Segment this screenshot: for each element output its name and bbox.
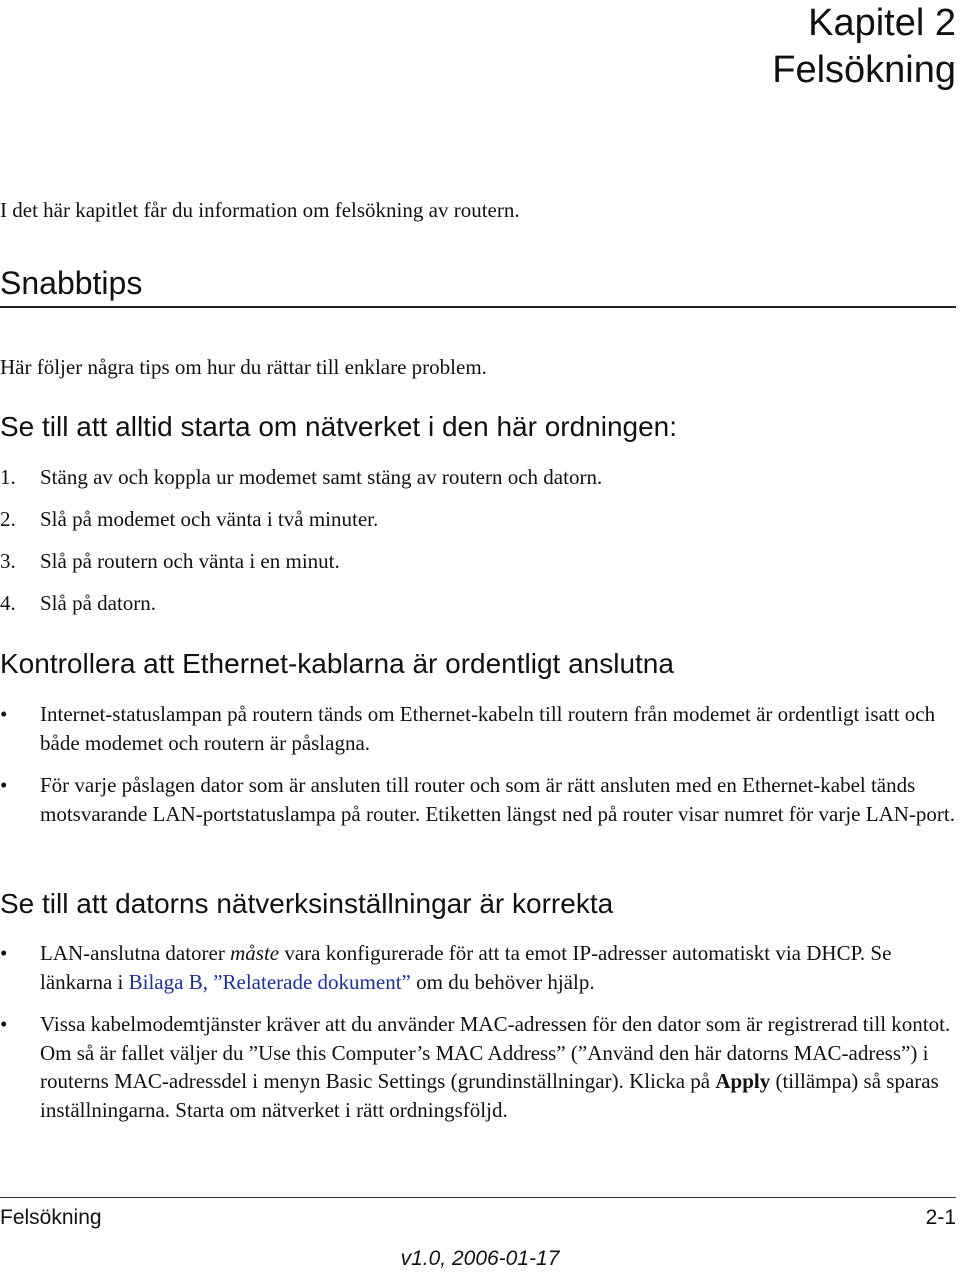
footer-section-name: Felsökning — [0, 1206, 102, 1229]
appendix-link[interactable]: Bilaga B, ”Relaterade dokument” — [128, 969, 411, 994]
step-number: 1. — [0, 465, 16, 489]
step-text: Stäng av och koppla ur modemet samt stäng av routern och datorn. — [40, 465, 603, 489]
section-heading-snabbtips: Snabbtips — [0, 265, 143, 301]
text-segment: Vissa kabelmodemtjänster kräver att du använder MAC-adressen för den dator som är registrerad till kontot. Om så är fallet väljer du ”Use this Computer’s MAC Address” (”Använd den här datorns MAC-adress”) i routerns MAC-adressdel i menyn Basic Settings (grundinställningar). Klicka på — [40, 1012, 951, 1093]
step-number: 4. — [0, 591, 16, 615]
bullet-icon: • — [0, 702, 8, 726]
bullet-icon: • — [0, 773, 8, 797]
text-segment: (tillämpa) så sparas inställningarna. Starta om nätverket i rätt ordningsföljd. — [40, 1069, 939, 1122]
section-divider — [0, 306, 956, 308]
text-segment: om du behöver hjälp. — [410, 969, 595, 994]
text-segment: LAN-anslutna datorer — [40, 941, 231, 965]
bullet-icon: • — [0, 1012, 8, 1036]
footer-divider — [0, 1197, 956, 1198]
ethernet-heading: Kontrollera att Ethernet-kablarna är ordentligt anslutna — [0, 648, 674, 679]
bullet-icon: • — [0, 941, 8, 965]
footer-page-number: 2-1 — [925, 1206, 956, 1229]
step-text: Slå på routern och vänta i en minut. — [40, 549, 340, 573]
bold-text: Apply — [715, 1069, 771, 1093]
bullet-text: För varje påslagen dator som är ansluten till router och som är rätt ansluten med en Ethernet-kabel tänds motsvarande LAN-portstatuslampa på router. Etiketten längst ned på router visar numret för varje LAN-port. — [40, 773, 955, 826]
text-segment: vara konfigurerade för att ta emot IP-adresser automatiskt via DHCP. Se länkarna i — [40, 941, 892, 994]
chapter-number: Kapitel 2 — [808, 2, 956, 44]
restart-order-heading: Se till att alltid starta om nätverket i den här ordningen: — [0, 411, 678, 442]
bullet-text — [40, 1010, 956, 1124]
snabbtips-paragraph: Här följer några tips om hur du rättar till enklare problem. — [0, 355, 487, 379]
bullet-text — [40, 939, 956, 996]
step-number: 2. — [0, 507, 16, 531]
step-text: Slå på modemet och vänta i två minuter. — [40, 507, 379, 531]
bullet-text: Internet-statuslampan på routern tänds om Ethernet-kabeln till routern från modemet är ordentligt isatt och både modemet och routern är påslagna. — [40, 702, 936, 755]
intro-paragraph: I det här kapitlet får du information om felsökning av routern. — [0, 198, 520, 222]
step-number: 3. — [0, 549, 16, 573]
chapter-header — [772, 0, 956, 94]
emphasis-text: måste — [230, 941, 280, 965]
network-settings-heading: Se till att datorns nätverksinställningar är korrekta — [0, 888, 614, 919]
chapter-title: Felsökning — [772, 49, 956, 91]
step-text: Slå på datorn. — [40, 591, 157, 615]
footer-version: v1.0, 2006-01-17 — [400, 1247, 560, 1270]
